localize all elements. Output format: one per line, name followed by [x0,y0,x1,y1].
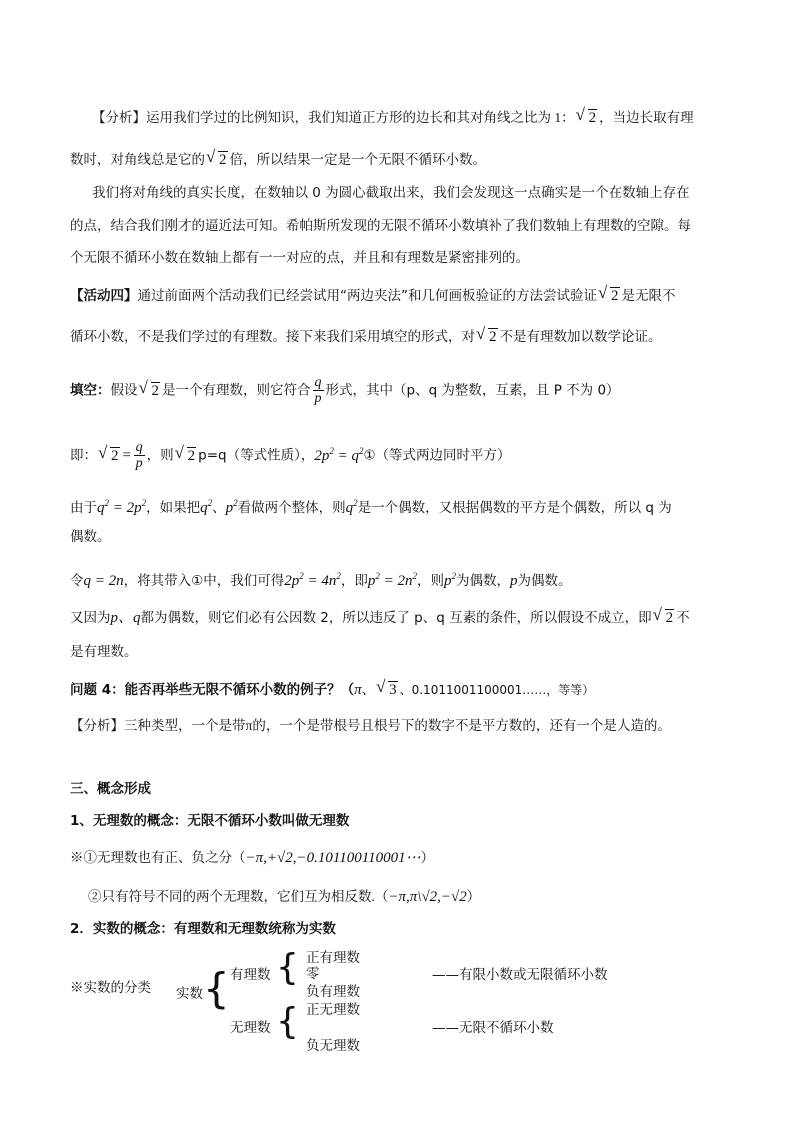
para2-line2: 的点，结合我们刚才的逼近法可知。希帕斯所发现的无限不循环小数填补了我们数轴上有理数的空隙。每 [70,218,691,234]
rational-note: ——有限小数或无限循环小数 [432,967,608,983]
analysis1-line1: 【分析】运用我们学过的比例知识，我们知道正方形的边长和其对角线之比为 1：√ 2 ，当边长取有理 [92,108,694,128]
analysis-tag: 【分析】 [70,718,124,733]
sqrt-2: √ 2 [577,108,598,128]
note2: ②只有符号不同的两个无理数，它们互为相反数.（−π,π\√2,−√2） [88,889,481,905]
rational-item: 负有理数 [306,984,360,1000]
yu-line2: 偶数。 [70,529,111,545]
para2-line3: 个无限不循环小数在数轴上都有一一对应的点，并且和有理数是紧密排列的。 [70,250,529,266]
sqrt-3: √ 3 [377,680,398,700]
rational-item: 正有理数 [306,950,360,966]
irrational-brace-icon: { [276,1001,299,1042]
analysis2-line: 【分析】三种类型，一个是带π的，一个是带根号且根号下的数字不是平方数的，还有一个是人造的。 [70,718,671,733]
fraction-q-over-p: $\frac{q}{p}$ [135,440,143,471]
analysis1-line2: 数时，对角线总是它的√ 2 倍，所以结果一定是一个无限不循环小数。 [70,150,486,170]
question-tag: 问题 4： [70,682,125,698]
equation-2p2-q2: $2p^2 = q^2$ [314,445,364,464]
yu-line1: 由于$q^2 = 2p^2$，如果把$q^2$、$p^2$看做两个整体，则$q^2$是一个偶数，又根据偶数的平方是个偶数，所以 q 为 [70,498,672,516]
ling-line: 令q = 2n，将其带入①中，我们可得$2p^2 = 4n^2$，即$p^2 = 2n^2$，则$p^2$为偶数，p为偶数。 [70,571,572,589]
fraction-q-over-p: $\frac{q}{p}$ [314,375,322,406]
you-line2: 是有理数。 [70,644,138,660]
rational-brace-icon: { [276,947,299,988]
sqrt-2: √ 2 [140,381,161,401]
fill-tag: 填空： [70,382,111,399]
classification-label: ※实数的分类 [70,980,151,995]
section3-title: 三、概念形成 [70,781,151,797]
irrational-note: ——无限不循环小数 [432,1020,554,1036]
activity-tag: 【活动四】 [70,288,138,303]
big-brace-icon: { [203,964,230,1013]
fill-line: 填空：假设√ 2 是一个有理数，则它符合 $\frac{q}{p}$ 形式，其中（p、q 为整数，互素，且 P 不为 0） [70,375,620,406]
activity4-line2: 循环小数，不是我们学过的有理数。接下来我们采用填空的形式，对√ 2 不是有理数加以数学论证。 [70,327,662,347]
ji-line: 即：√ 2 = $\frac{q}{p}$ ，则√ 2 p=q（等式性质），$2p^2$ = $q^2①$（等式两边同时平方） [70,440,511,471]
you-line1: 又因为p、q都为偶数，则它们必有公因数 2，所以违反了 p、q 互素的条件，所以假设不成立，即√ 2 不 [70,608,690,628]
sqrt-2: √ 2 [654,608,675,628]
sqrt-2: √ 2 [176,446,197,466]
activity4-line1: 【活动四】通过前面两个活动我们已经尝试用“两边夹法”和几何画板验证的方法尝试验证√ 2 是无限不 [70,286,676,306]
real-number-node: 实数 [176,986,203,1002]
para2-line1: 我们将对角线的真实长度，在数轴以 0 为圆心截取出来，我们会发现这一点确实是一个在数轴上存在 [92,185,690,201]
irrational-node: 无理数 [230,1020,271,1036]
note1: ※①无理数也有正、负之分（−π,+√2,−0.101100110001⋯） [70,850,435,866]
sqrt-2: √ 2 [477,327,498,347]
sqrt-2: √ 2 [99,446,120,466]
real-number-definition: 2．实数的概念：有理数和无理数统称为实数 [70,921,336,937]
sqrt-2: √ 2 [599,286,620,306]
rational-item: 零 [306,966,320,982]
irrational-item: 负无理数 [306,1038,360,1054]
sqrt-2: √ 2 [207,150,228,170]
irrational-definition: 1、无理数的概念：无限不循环小数叫做无理数 [70,813,350,829]
irrational-item: 正无理数 [306,1002,360,1018]
question4-line: 问题 4：能否再举些无限不循环小数的例子？（π、√ 3 、0.1011001100001……，等等） [70,680,594,700]
analysis-tag: 【分析】 [92,110,146,125]
rational-node: 有理数 [230,967,271,983]
